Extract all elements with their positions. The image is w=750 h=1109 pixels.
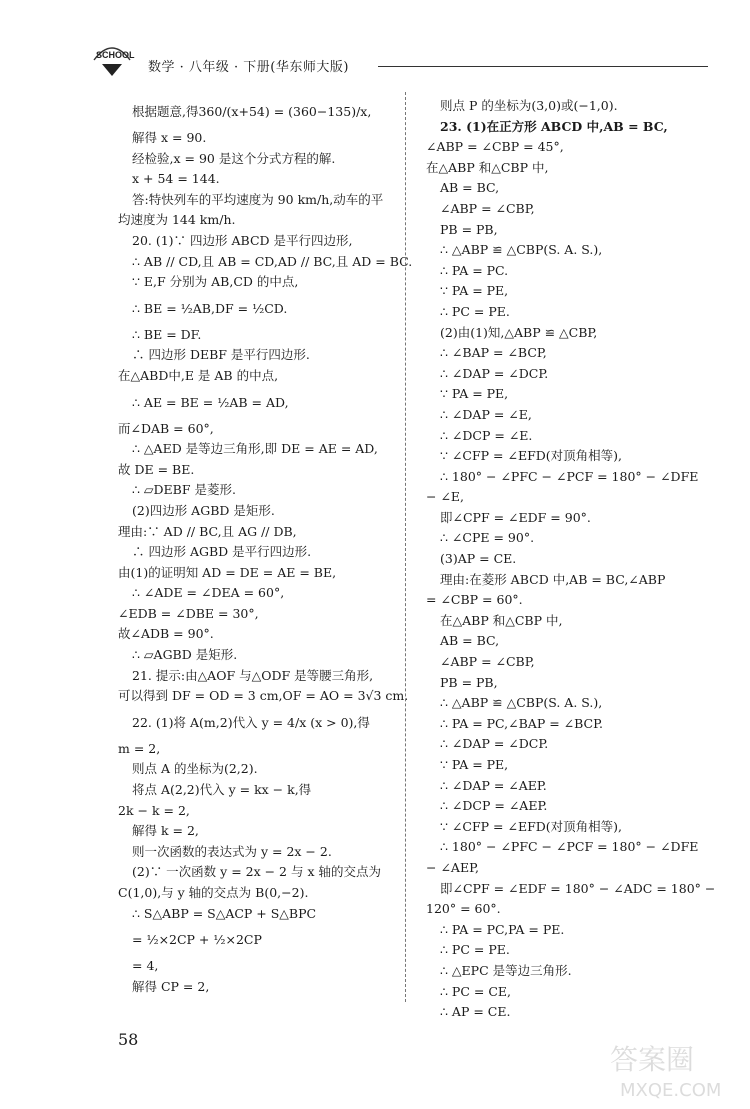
right-column-line: ∴ PC = PE. [440,303,510,319]
left-column-line: 由(1)的证明知 AD = DE = AE = BE, [118,564,337,580]
right-column-line: PB = PB, [440,221,498,237]
right-column-line: ∴ ∠DAP = ∠E, [440,406,532,422]
left-column-line: ∴ AB // CD,且 AB = CD,AD // BC,且 AD = BC. [132,253,413,269]
right-column-line: ∴ ∠DAP = ∠AEP. [440,777,547,793]
left-column-line: 解得 k = 2, [132,823,199,839]
left-column-line: m = 2, [118,740,161,756]
left-column-line: x + 54 = 144. [132,171,220,187]
left-column-line: ∴ ∠ADE = ∠DEA = 60°, [132,585,285,601]
right-column-line: ∴ AP = CE. [440,1004,511,1020]
right-column [426,96,716,1023]
left-column-line: (2)∵ 一次函数 y = 2x − 2 与 x 轴的交点为 [132,864,381,880]
left-column-line: 22. (1)将 A(m,2)代入 y = 4/x (x > 0),得 [132,714,370,730]
right-column-line: ∴ ∠DAP = ∠DCP. [440,736,549,752]
left-column-line: ∴ 四边形 AGBD 是平行四边形. [132,544,312,560]
left-column [118,96,413,997]
left-column-line: 均速度为 144 km/h. [118,212,236,228]
right-column-line: ∴ 180° − ∠PFC − ∠PCF = 180° − ∠DFE [440,839,699,855]
right-column-line: 120° = 60°. [426,901,501,917]
right-column-line: 即∠CPF = ∠EDF = 180° − ∠ADC = 180° − [440,880,716,896]
right-column-line: 即∠CPF = ∠EDF = 90°. [440,509,591,525]
header-rule [378,66,708,67]
page-header [88,38,708,78]
left-column-line: ∴ AE = BE = ½AB = AD, [132,394,289,410]
watermark-line1: 答案圈 [610,1043,695,1076]
book-title: 数学 · 八年级 · 下册(华东师大版) [148,60,349,75]
left-column-line: = ½×2CP + ½×2CP [132,932,262,948]
left-column-line: 21. 提示:由△AOF 与△ODF 是等腰三角形, [132,667,374,683]
right-column-line: ∴ ∠CPE = 90°. [440,530,535,546]
right-column-line: ∴ PA = PC,∠BAP = ∠BCP. [440,715,603,731]
left-column-line: 解得 x = 90. [132,130,207,145]
right-column-line: 在△ABP 和△CBP 中, [426,159,549,175]
right-column-line: ∠ABP = ∠CBP, [440,654,535,670]
right-column-line: − ∠E, [426,489,465,505]
left-column-line: 根据题意,得360/(x+54) = (360−135)/x, [132,104,372,119]
right-column-line: ∴ PC = PE. [440,942,510,958]
right-column-line: ∵ PA = PE, [440,283,509,299]
right-column-line: ∴ △ABP ≌ △CBP(S. A. S.), [440,242,603,258]
right-column-line: ∴ PC = CE, [440,983,511,999]
left-column-line: ∵ E,F 分别为 AB,CD 的中点, [132,274,299,290]
left-column-line: 解得 CP = 2, [132,978,210,994]
left-column-line: 20. (1)∵ 四边形 ABCD 是平行四边形, [132,232,353,248]
right-column-line: ∵ ∠CFP = ∠EFD(对顶角相等), [440,448,622,464]
left-column-line: 可以得到 DF = OD = 3 cm,OF = AO = 3√3 cm. [118,688,409,704]
right-column-line: 在△ABP 和△CBP 中, [440,612,563,628]
left-column-line: ∴ BE = ½AB,DF = ½CD. [132,300,288,316]
right-column-line: ∵ PA = PE, [440,757,509,772]
right-column-line: ∠ABP = ∠CBP, [440,200,535,216]
left-column-line: 在△ABD中,E 是 AB 的中点, [118,367,279,383]
right-column-line: − ∠AEP, [426,859,479,875]
right-column-line: (3)AP = CE. [440,551,517,567]
left-column-line: 理由:∵ AD // BC,且 AG // DB, [118,523,297,539]
left-column-line: C(1,0),与 y 轴的交点为 B(0,−2). [118,885,309,900]
left-column-line: 故 DE = BE. [118,461,195,477]
watermark-line2: MXQE.COM [620,1080,722,1101]
right-column-line: ∴ ∠DCP = ∠AEP. [440,798,548,814]
right-column-line: ∴ ∠DCP = ∠E. [440,427,533,443]
left-column-line: ∴ ▱AGBD 是矩形. [132,647,238,663]
left-column-line: = 4, [132,958,159,974]
right-column-line: ∴ ∠DAP = ∠DCP. [440,365,549,381]
left-column-line: ∠EDB = ∠DBE = 30°, [118,605,259,621]
left-column-line: 经检验,x = 90 是这个分式方程的解. [132,150,336,166]
left-column-line: 则点 A 的坐标为(2,2). [132,761,258,777]
left-column-line: 将点 A(2,2)代入 y = kx − k,得 [132,782,312,798]
right-column-line: 23. (1)在正方形 ABCD 中,AB = BC, [440,118,668,134]
column-divider [405,92,406,1002]
right-column-line: ∴ PA = PC. [440,262,509,278]
school-logo [88,38,136,78]
right-column-line: 则点 P 的坐标为(3,0)或(−1,0). [440,98,618,113]
right-column-line: ∴ △ABP ≌ △CBP(S. A. S.), [440,695,603,711]
left-column-line: (2)四边形 AGBD 是矩形. [132,502,275,518]
watermark-logo [600,1034,750,1109]
right-column-line: ∴ △EPC 是等边三角形. [440,962,572,978]
left-column-line: ∴ △AED 是等边三角形,即 DE = AE = AD, [132,441,378,457]
logo-text: SCHOOL [96,50,135,60]
left-column-line: 2k − k = 2, [118,802,190,818]
right-column-line: ∵ PA = PE, [440,386,509,402]
left-column-line: ∴ 四边形 DEBF 是平行四边形. [132,347,310,363]
left-column-line: 答:特快列车的平均速度为 90 km/h,动车的平 [132,191,384,207]
page-number: 58 [118,1030,139,1049]
right-column-line: AB = BC, [440,180,500,196]
right-column-line: PB = PB, [440,674,498,690]
right-column-line: ∴ PA = PC,PA = PE. [440,921,565,937]
right-column-line: (2)由(1)知,△ABP ≌ △CBP, [440,324,598,340]
left-column-line: ∴ ▱DEBF 是菱形. [132,482,236,498]
right-column-line: ∴ 180° − ∠PFC − ∠PCF = 180° − ∠DFE [440,468,699,484]
left-column-line: 而∠DAB = 60°, [118,420,214,436]
right-column-line: = ∠CBP = 60°. [426,592,523,608]
right-column-line: 理由:在菱形 ABCD 中,AB = BC,∠ABP [440,571,666,587]
left-column-line: ∴ BE = DF. [132,326,202,342]
right-column-line: ∵ ∠CFP = ∠EFD(对顶角相等), [440,818,622,834]
right-column-line: ∴ ∠BAP = ∠BCP, [440,345,547,361]
left-column-line: ∴ S△ABP = S△ACP + S△BPC [132,905,317,921]
right-column-line: AB = BC, [440,633,500,649]
left-column-line: 故∠ADB = 90°. [118,626,214,642]
left-column-line: 则一次函数的表达式为 y = 2x − 2. [132,843,332,859]
right-column-line: ∠ABP = ∠CBP = 45°, [426,139,564,155]
